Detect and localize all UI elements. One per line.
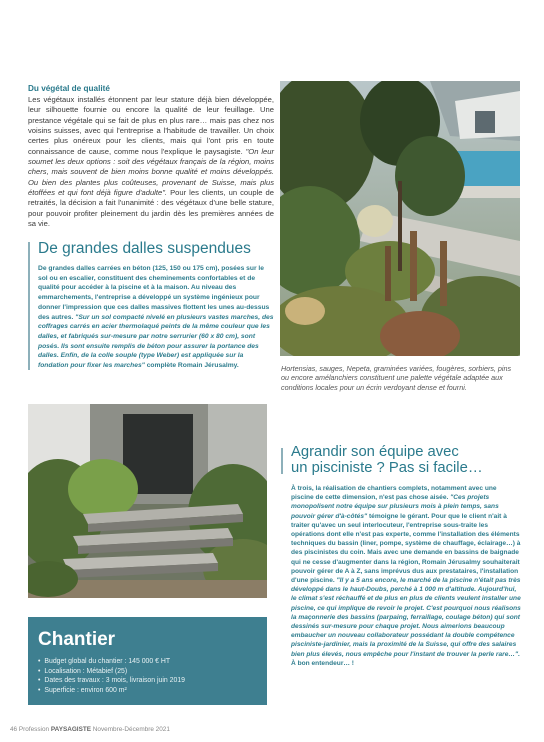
dalles-quote: "Sur un sol compacté nivelé en plusieurs vastes marches, des coffrages carrés en acier thermolaqué peints de la même couleur que les dalles, et fabriqués sur-mesure par notre serrurier (60 x 80 cm), sont posés. Ils sont ensuite remplis de béton pour assurer la portance des dalles. Enfin, de la colle souple (type Weber) est appliquée sur la fondation pour fixer les marches" [38, 313, 274, 370]
page-footer [10, 726, 170, 733]
dalles-title: De grandes dalles suspendues [38, 240, 251, 257]
magazine-name-bold: PAYSAGISTE [50, 726, 92, 733]
chantier-title: Chantier [38, 629, 116, 650]
intro-text-1: Les végétaux installés étonnent par leur stature déjà bien développée, leur silhouette fournie ou encore la qualité de leur feuillage. Une prestance végétale qui se fait de plus en plus rare… mais pas chez nos voisins suisses, avec qui l'entreprise a l'habitude de travailler. Un choix certes plus onéreux pour les clients, mais qui l'ont pris en toute connaissance de cause, comme nous l'explique le paysagiste. [28, 95, 274, 156]
intro-section [28, 84, 274, 229]
agrandir-text-3: À bon entendeur… ! [291, 659, 355, 667]
agrandir-text-2: témoigne le gérant. Pour que le client n'ait à traiter qu'avec un seul interlocuteur, l'entreprise sous-traite les opérations dont elle n'est pas experte, comme l'installation des éléments techniques du bassin (liner, pompe, système de chauffage, éclairage…) à des piscinistes du coin. Mais avec une demande en bassins de baignade qui ne cesse d'augmenter dans la région, Romain Jérusalmy souhaiterait pouvoir gérer de A à Z, sans imprévus dus aux prestataires, l'installation d'une piscine. [291, 512, 521, 585]
garden-photo [280, 81, 520, 356]
section-rule [28, 242, 30, 370]
garden-caption: Hortensias, sauges, Nepeta, graminées variées, fougères, sorbiers, pins ou encore amélanchiers constituent une palette végétale adaptée aux conditions locales pour un écrin verdoyant dense et fourni. [281, 364, 512, 392]
chantier-item-superficie: • Superficie : environ 600 m² [38, 686, 185, 696]
intro-text-2: Pour les clients, un couple de retraités, la décision a fait l'unanimité : des végétaux d'une belle stature, pour pouvoir profiter pleinement du jardin dès les premières années de sa vie. [28, 188, 274, 229]
section-rule [281, 448, 283, 474]
chantier-item-budget: • Budget global du chantier : 145 000 € HT [38, 657, 185, 667]
dalles-paragraph [38, 264, 274, 371]
page-number: 46 [10, 726, 18, 733]
chantier-item-localisation: • Localisation : Métabief (25) [38, 667, 185, 677]
agrandir-paragraph [291, 484, 521, 668]
agrandir-title [291, 444, 521, 476]
agrandir-title-line-2: un pisciniste ? Pas si facile… [291, 460, 483, 476]
intro-quote: "On leur soumet les deux options : soit des végétaux français de la région, moins chers, mais souvent de bien moins bonne qualité et moins développés. Ou bien des plantes plus coûteuses, provenant de Suisse, mais plus étoffées et qui font déjà figure d'adulte". [28, 146, 274, 198]
dalles-section [28, 240, 274, 371]
agrandir-quote-2: "Il y a 5 ans encore, le marché de la piscine n'était pas très développé dans le haut-Doubs, perché à 1 000 m d'altitude. Aujourd'hui, le climat s'est réchauffé et de plus en plus de clients veulent installer une piscine, ce qui implique de revoir le projet. C'est pourquoi nous réalisons la maçonnerie des bassins (parpaing, ferraillage, coulage béton) qui sont dessinés sur-mesure pour chaque projet. Nous aimerions beaucoup embaucher un nouveau collaborateur possédant la double compétence pisciniste-jardinier, mais la proximité de la Suisse, qui offre des salaires bien plus élevés, nous empêche pour l'instant de trouver la perle rare…". [291, 577, 521, 658]
magazine-name: Profession [18, 726, 50, 733]
agrandir-quote-1: "Ces projets monopolisent notre équipe sur plusieurs mois à plein temps, sans pouvoir gérer d'à-côtés" [291, 494, 499, 520]
dalles-text-2: complète Romain Jérusalmy. [144, 362, 239, 370]
intro-heading: Du végétal de qualité [28, 84, 110, 93]
issue-date: Novembre-Décembre 2021 [92, 726, 170, 733]
chantier-item-dates: • Dates des travaux : 3 mois, livraison juin 2019 [38, 676, 185, 686]
stairs-photo [28, 404, 267, 598]
chantier-box [28, 617, 267, 705]
agrandir-section [281, 444, 521, 668]
dalles-text-1: De grandes dalles carrées en béton (125, 150 ou 175 cm), posées sur le sol ou en escalier, constituent des cheminements confortables et de qualité pour accéder à la piscine et à la maison. Au niveau des emmarchements, l'entreprise a développé un système ingénieux pour donner l'impression que ces dalles massives flottent les unes au-dessus des autres. [38, 265, 270, 321]
chantier-list [38, 657, 185, 695]
intro-paragraph [28, 95, 274, 229]
agrandir-title-line-1: Agrandir son équipe avec [291, 444, 459, 460]
agrandir-text-1: À trois, la réalisation de chantiers complets, notamment avec une piscine de cette dimension, n'est pas chose aisée. [291, 485, 497, 502]
